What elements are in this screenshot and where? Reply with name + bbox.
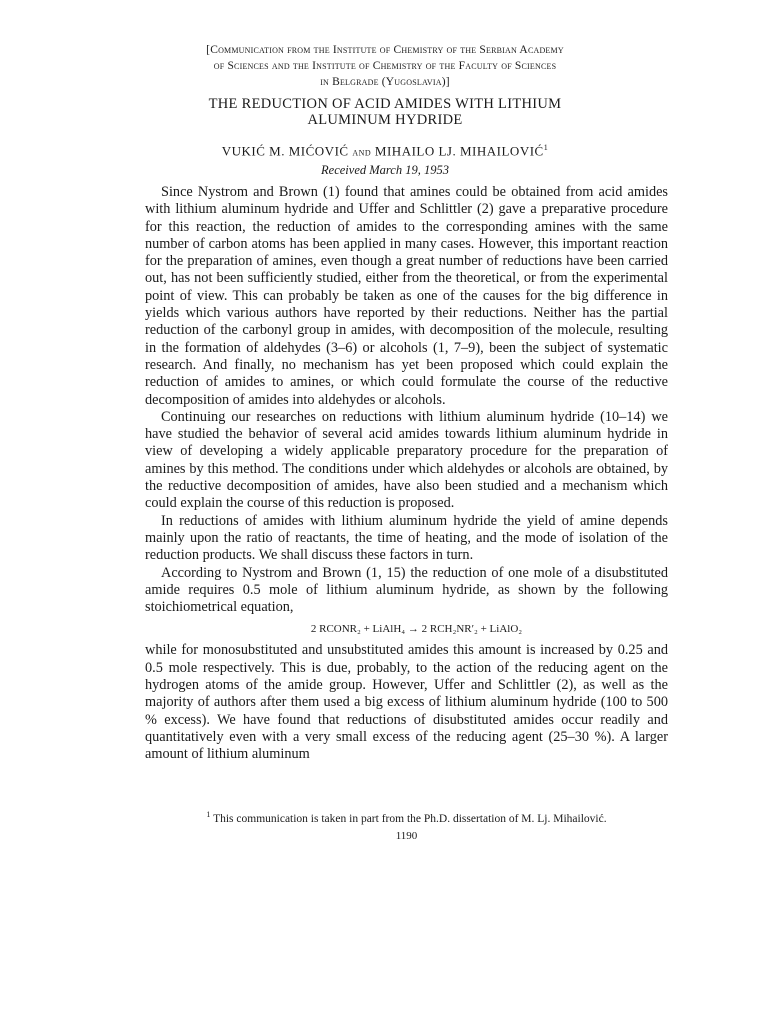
page-number: 1190 <box>395 830 418 842</box>
paragraph-3: In reductions of amides with lithium aluminum hydride the yield of amine depends mainly upon the ratio of reactants, the time of heating, and the mode of isolation of the reduction products. We shall discuss these factors in turn. <box>145 512 668 564</box>
footnote-mark: 1 <box>206 810 211 819</box>
footnote <box>145 810 668 825</box>
institution-note-line-3: in Belgrade (Yugoslavia)] <box>320 76 450 88</box>
article-title <box>150 96 620 128</box>
stoichiometric-equation: 2 RCONR₂ + LiAlH₄ → 2 RCH₂NR′₂ + LiAlO₂ <box>310 623 523 636</box>
article-title-line-2: ALUMINUM HYDRIDE <box>307 112 463 128</box>
article-title-line-1: THE REDUCTION OF ACID AMIDES WITH LITHIUM <box>208 96 562 112</box>
received-date: Received March 19, 1953 <box>321 163 449 177</box>
author-line <box>150 140 620 159</box>
institution-note-line-2: of Sciences and the Institute of Chemistry of the Faculty of Sciences <box>213 60 557 72</box>
author-conjunction: and <box>352 144 372 159</box>
author-footnote-mark: 1 <box>543 143 549 152</box>
institution-note <box>150 42 620 90</box>
author-second: MIHAILO LJ. MIHAILOVIĆ <box>374 143 544 159</box>
paragraph-1: Since Nystrom and Brown (1) found that amines could be obtained from acid amides with lithium aluminum hydride and Uffer and Schlittler (2) gave a preparative procedure for this reaction, the reduction of amides to the corresponding amines with the same number of carbon atoms has been applied in many cases. However, this important reaction for the preparation of amines, even though a great number of reductions have been carried out, has not been sufficiently studied, either from the theoretical, or from the experimental point of view. This can probably be taken as one of the causes for the big difference in yields which various authors have reported by their reductions. Neither has the partial reduction of the carbonyl group in amides, with decomposition of the molecule, resulting in the formation of aldehydes (3–6) or alcohols (1, 7–9), been the subject of systematic research. And finally, no mechanism has yet been proposed which could explain the reduction of amides to amines, or which could formulate the course of the reductive decomposition of amides into aldehydes or alcohols. <box>145 184 668 408</box>
paragraph-5: while for monosubstituted and unsubstituted amides this amount is increased by 0.25 and 0.5 mole respectively. This is due, probably, to the action of the reducing agent on the hydrogen atoms of the amide group. However, Uffer and Schlittler (2), as well as the majority of authors after them used a big excess of lithium aluminum hydride (100 to 500 % excess). We have found that reductions of disubstituted amides occur readily and quantitatively even with a very small excess of the reducing agent (25–30 %). A larger amount of lithium aluminum <box>145 642 668 763</box>
author-first: VUKIĆ M. MIĆOVIĆ <box>221 143 349 159</box>
footnote-text: This communication is taken in part from the Ph.D. dissertation of M. Lj. Mihailović. <box>213 812 607 825</box>
paragraph-4: According to Nystrom and Brown (1, 15) the reduction of one mole of a disubstituted amide requires 0.5 mole of lithium aluminum hydride, as shown by the following stoichiometrical equation, <box>145 564 668 616</box>
paragraph-2: Continuing our researches on reductions with lithium aluminum hydride (10–14) we have studied the behavior of several acid amides towards lithium aluminum hydride in view of developing a widely applicable preparatory procedure for the preparation of amines by this method. The conditions under which aldehydes or alcohols are obtained, by the reductive decomposition of amides, have also been studied and a mechanism which could explain the course of this reduction is proposed. <box>145 408 668 512</box>
article-body <box>145 184 668 764</box>
institution-note-line-1: [Communication from the Institute of Chemistry of the Serbian Academy <box>206 44 564 56</box>
